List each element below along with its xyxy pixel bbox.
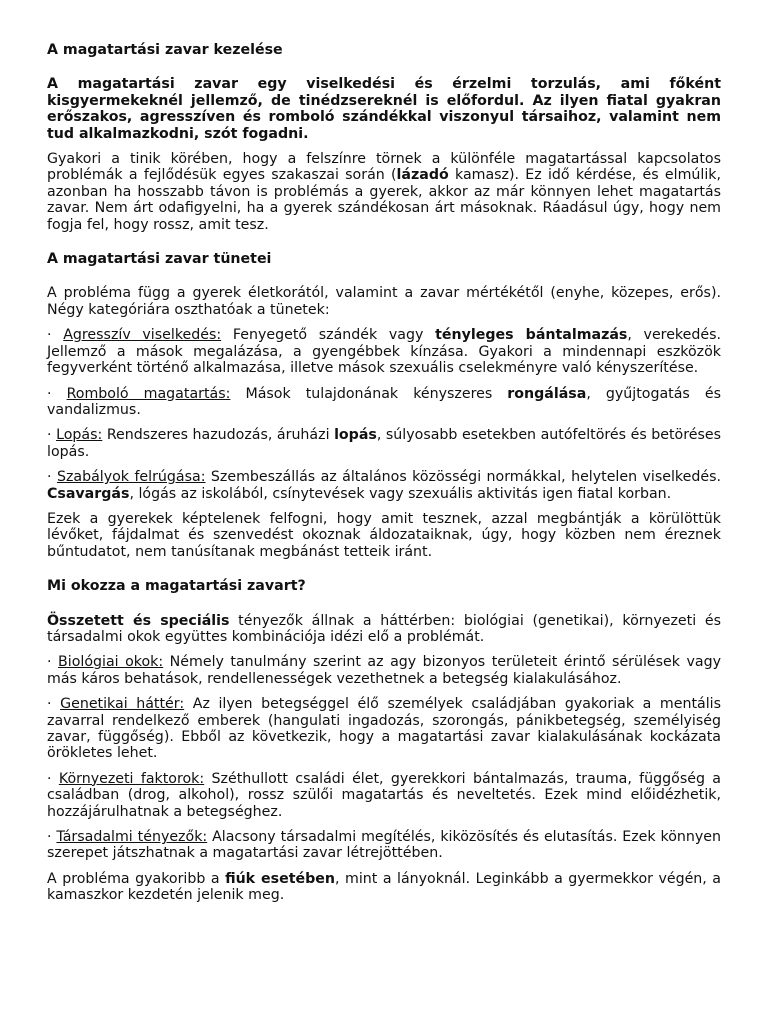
- bullet: ·: [47, 327, 64, 344]
- cause-item: [47, 696, 721, 762]
- bullet: ·: [47, 654, 59, 671]
- cause-item: [47, 654, 721, 687]
- bullet: ·: [47, 469, 57, 486]
- symptoms-intro: A probléma függ a gyerek életkorától, valamint a zavar mértékétől (enyhe, közepes, erős). Négy kategóriára oszthatóak a tünetek:: [47, 285, 721, 318]
- bullet: ·: [47, 829, 57, 846]
- symptom-item: [47, 327, 721, 376]
- paragraph-text: Gyakori a tinik körében, hogy a felszínre törnek a különféle magatartással kapcsolatos problémák a fejlődésük egyes szakaszai során (: [47, 151, 721, 184]
- symptom-text: , lógás az iskolából, csínytevések vagy szexuális aktivitás igen fiatal korban.: [129, 485, 672, 502]
- cause-label: Biológiai okok:: [58, 654, 164, 671]
- bold-term: tényleges bántalmazás: [435, 327, 628, 344]
- symptom-text: Fenyegető szándék vagy: [221, 327, 436, 344]
- symptom-label: Agresszív viselkedés:: [63, 327, 222, 344]
- bold-term: rongálása: [507, 385, 587, 402]
- document-title: A magatartási zavar kezelése: [47, 42, 283, 58]
- bold-term: lázadó: [396, 167, 449, 184]
- heading-causes: Mi okozza a magatartási zavart?: [47, 578, 306, 595]
- cause-text: Némely tanulmány szerint az agy bizonyos területeit érintő sérülések vagy más káros behatások, rendellenességek vezethetnek a betegség kialakulásához.: [47, 654, 722, 687]
- symptom-label: Lopás:: [56, 427, 103, 444]
- paragraph-teens: [47, 151, 721, 233]
- cause-item: [47, 829, 721, 862]
- cause-label: Környezeti faktorok:: [58, 770, 205, 787]
- symptom-item: [47, 386, 721, 419]
- symptom-text: Szembeszállás az általános közösségi normákkal, helytelen viselkedés.: [205, 469, 721, 486]
- symptom-label: Szabályok felrúgása:: [56, 469, 206, 486]
- paragraph-text: kamasz). Ez idő kérdése, és elmúlik, azonban ha hosszabb távon is problémás a gyerek, akkor az már könnyen lehet magatartás zavar. Nem árt odafigyelni, ha a gyerek szándékosan árt másoknak. Ráadásul úgy, hogy nem fogja fel, hogy rossz, amit tesz.: [47, 167, 721, 233]
- symptom-text: , verekedés. Jellemző a mások megalázása, a gyengébbek kínzása. Gyakori a mindennapi eszközök fegyverként történő alkalmazása, illetve mások szexuális cselekményre való kényszerítése.: [47, 327, 722, 377]
- intro-paragraph: A magatartási zavar egy viselkedési és érzelmi torzulás, ami főként kisgyermekeknél jellemző, de tinédzsereknél is előfordul. Az ilyen fiatal gyakran erőszakos, agresszíven és romboló szándékkal viszonyul társaihoz, valamint nem tud alkalmazkodni, szót fogadni.: [47, 76, 721, 142]
- paragraph-text: tényezők állnak a háttérben: biológiai (genetikai), környezeti és társadalmi okok együttes kombinációja idézi elő a problémát.: [47, 612, 721, 645]
- heading-symptoms: A magatartási zavar tünetei: [47, 251, 272, 268]
- paragraph-text: , mint a lányoknál. Leginkább a gyermekkor végén, a kamaszkor kezdetén jelenik meg.: [47, 870, 722, 904]
- cause-text: Széthullott családi élet, gyerekkori bántalmazás, trauma, függőség a családban (drog, alkohol), rossz szülői magatartás és neveltetés. Ezek mind előidézhetik, hozzájárulhatnak a betegséghez.: [47, 770, 721, 820]
- bullet: ·: [47, 385, 67, 402]
- cause-text: Az ilyen betegséggel élő személyek családjában gyakoriak a mentális zavarral rendelkező emberek (hangulati ingadozás, szorongás, pánikbetegség, személyiség zavar, függőség). Ebből az következik, hogy a magatartási zavar kialakulásának kockázata örökletes lehet.: [47, 696, 721, 762]
- cause-label: Genetikai háttér:: [60, 696, 185, 713]
- bullet: ·: [47, 696, 61, 713]
- bold-term: fiúk esetében: [225, 870, 336, 887]
- symptom-text: Mások tulajdonának kényszeres: [230, 385, 508, 402]
- cause-item: [47, 771, 721, 820]
- symptom-text: , gyűjtogatás és vandalizmus.: [47, 385, 721, 418]
- bold-term: lopás: [334, 427, 377, 444]
- symptom-item: [47, 427, 721, 460]
- final-paragraph: [47, 871, 721, 904]
- symptom-text: , súlyosabb esetekben autófeltörés és betöréses lopás.: [47, 427, 722, 460]
- paragraph-victims: Ezek a gyerekek képtelenek felfogni, hogy amit tesznek, azzal megbántják a körülöttük lévőket, fájdalmat és szenvedést okoznak áldozataiknak, úgy, hogy közben nem éreznek bűntudatot, nem tanúsítanak megbánást tetteik iránt.: [47, 510, 721, 560]
- causes-intro: [47, 613, 721, 646]
- bold-term: Csavargás: [47, 485, 130, 502]
- bullet: ·: [47, 770, 59, 787]
- bold-term: Összetett és speciális: [47, 612, 230, 629]
- symptom-label: Romboló magatartás:: [66, 385, 231, 402]
- symptom-text: Rendszeres hazudozás, áruházi: [102, 427, 335, 444]
- cause-label: Társadalmi tényezők:: [56, 829, 208, 846]
- paragraph-text: A probléma gyakoribb a: [47, 870, 226, 887]
- cause-text: Alacsony társadalmi megítélés, kiközösítés és elutasítás. Ezek könnyen szerepet játszhatnak a magatartási zavar létrejöttében.: [47, 829, 721, 862]
- bullet: ·: [47, 427, 57, 444]
- symptom-item: [47, 469, 721, 502]
